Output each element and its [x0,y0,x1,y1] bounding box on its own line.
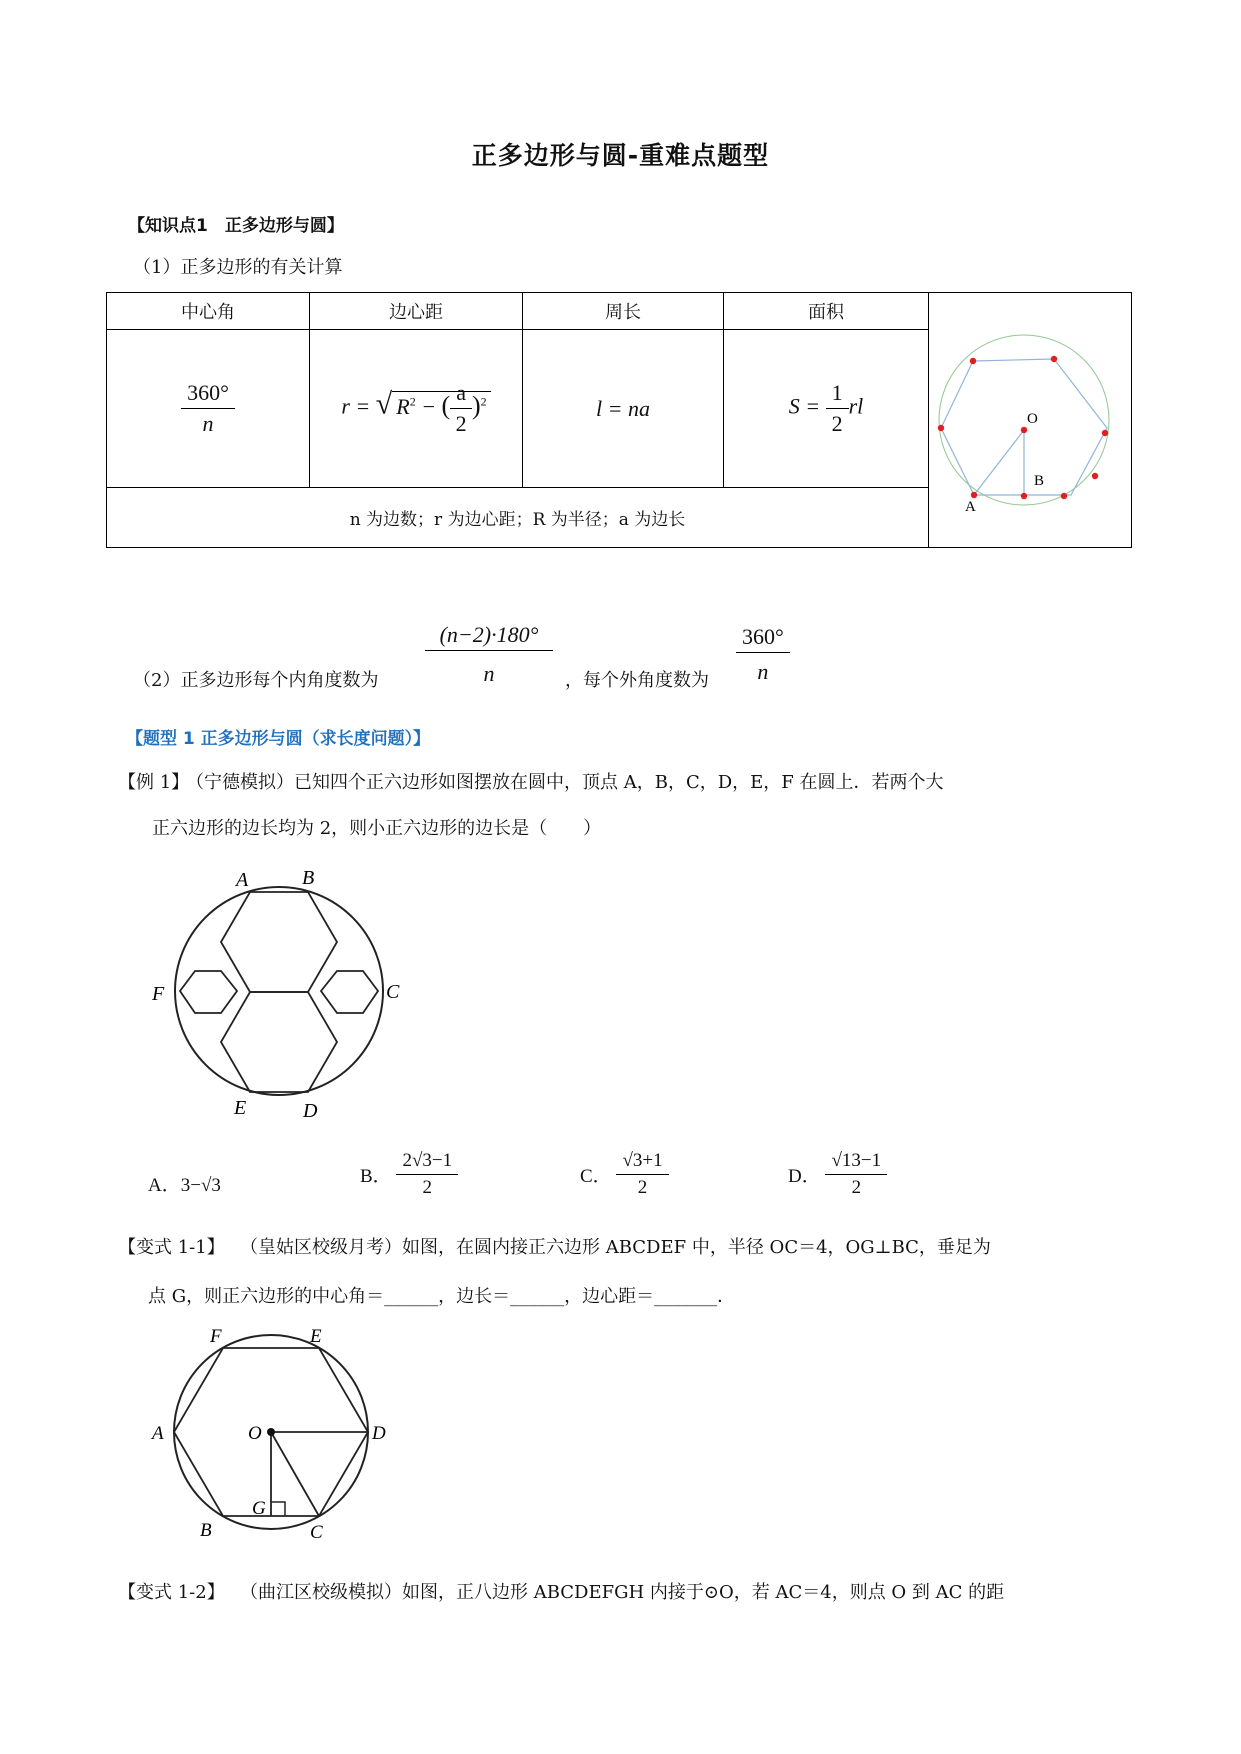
exterior-angle-formula: $\frac{360^\circ}{n}$ [736,624,790,685]
example-1-text-line2: 正六边形的边长均为 2，则小正六边形的边长是（ ） [152,818,602,839]
table-header: 面积 [724,293,929,330]
exterior-angle-label: ，每个外角度数为 [565,670,709,691]
knowledge-point-heading: 【知识点1 正多边形与圆】 [128,216,344,236]
variant-1-2-label: 【变式 1-2】 [118,1582,225,1603]
example-1-label: 【例 1】 [118,772,190,793]
vertex-label-c: C [386,981,400,1003]
four-hexagons-figure [150,862,410,1124]
option-d: D． $\frac{√13-1}{2}$ [788,1150,887,1199]
formula-table [106,292,1132,548]
point-label-a: A [965,499,976,515]
vertex-label-a: A [152,1423,164,1444]
center-label-o: O [248,1423,262,1444]
vertex-label-b: B [302,867,315,889]
vertex-label-a: A [236,869,249,891]
foot-label-g: G [252,1498,266,1519]
inscribed-hexagon-figure [929,293,1131,543]
vertex-label-d: D [372,1423,386,1444]
central-angle-formula: $\frac{360^\circ}{n}$ [107,330,310,488]
vertex-label-e: E [234,1097,247,1119]
option-c: C． $\frac{√3+1}{2}$ [580,1150,669,1199]
subsection-1-label: （1）正多边形的有关计算 [133,257,343,278]
inscribed-hexagon-figure-2 [150,1320,400,1545]
table-header: 中心角 [107,293,310,330]
vertex-label-e: E [310,1326,322,1347]
subsection-2-label: （2）正多边形每个内角度数为 [133,670,379,691]
area-formula: S = $\frac{1}{2}$ rl [724,330,929,488]
vertex-label-f: F [210,1326,222,1347]
variant-1-1-label: 【变式 1-1】 [118,1237,225,1258]
variable-note: n 为边数；r 为边心距；R 为半径；a 为边长 [107,488,929,548]
table-header: 周长 [523,293,724,330]
example-1-text-line1: （宁德模拟）已知四个正六边形如图摆放在圆中，顶点 A，B，C，D，E，F 在圆上．若两个大 [186,772,944,793]
question-type-heading: 【题型 1 正多边形与圆（求长度问题）】 [126,729,431,749]
vertex-label-b: B [200,1520,212,1541]
vertex-label-d: D [303,1100,318,1122]
variant-1-2-text-line1: （曲江区校级模拟）如图，正八边形 ABCDEFGH 内接于⊙O，若 AC＝4，则点 O 到 AC 的距 [240,1582,1005,1603]
vertex-label-c: C [310,1522,323,1543]
variant-1-1-text-line1: （皇姑区校级月考）如图，在圆内接正六边形 ABCDEF 中，半径 OC＝4，OG⊥BC，垂足为 [240,1237,991,1258]
apothem-formula: r = √ $R^2$ − ( $\frac{a}{2}$ )$^2$ [310,330,523,488]
interior-angle-formula: $\frac{(n-2)\cdot 180^\circ}{n}$ [425,622,553,687]
point-label-o: O [1027,411,1038,427]
table-header: 边心距 [310,293,523,330]
polygon-figure-cell [929,293,1132,548]
page-title: 正多边形与圆-重难点题型 [471,141,770,170]
option-a: A．3−√3 [148,1175,221,1196]
point-label-b: B [1034,473,1045,489]
option-b: B． $\frac{2√3-1}{2}$ [360,1150,458,1199]
vertex-label-f: F [152,983,165,1005]
perimeter-formula: l = na [523,330,724,488]
variant-1-1-text-line2: 点 G，则正六边形的中心角＝______，边长＝______，边心距＝_______． [148,1286,736,1307]
